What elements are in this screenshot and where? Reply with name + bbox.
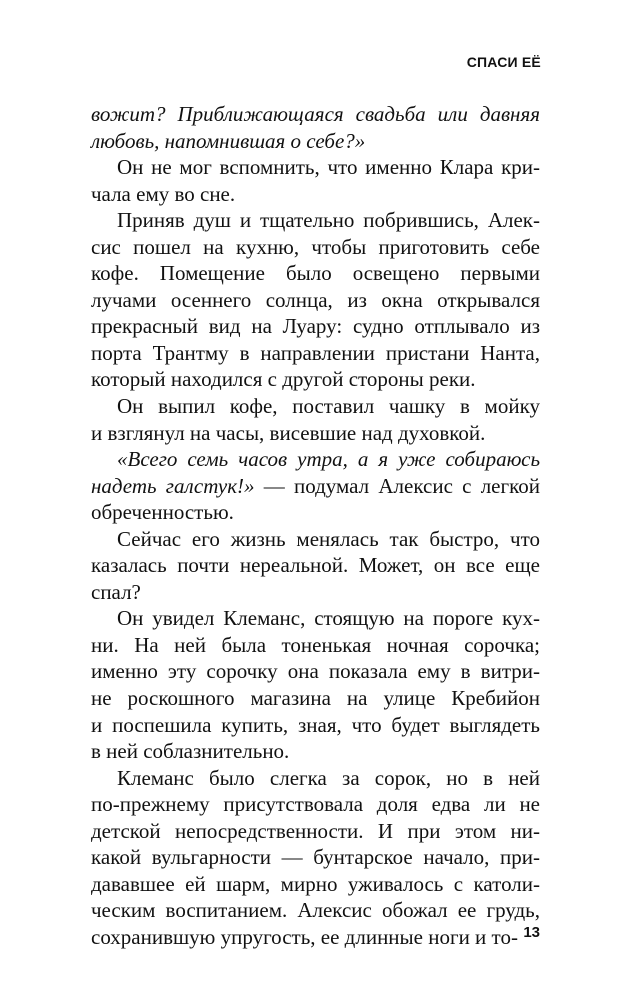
- text-line: [91, 605, 540, 632]
- text-segment: не роскошного магазина на улице Кребийон: [91, 686, 540, 711]
- page-number: 13: [523, 924, 540, 941]
- text-segment: сис пошел на кухню, чтобы приготовить себе: [91, 234, 540, 259]
- text-segment: какой вульгарности — бунтарское начало, при-: [91, 845, 540, 870]
- text-line: [91, 526, 540, 553]
- text-segment: лучами осеннего солнца, из окна открывался: [91, 287, 540, 312]
- text-segment: порта Трантму в направлении пристани Нанта,: [91, 340, 540, 365]
- text-line: [91, 499, 540, 526]
- text-line: [91, 632, 540, 659]
- text-segment: детской непосредственности. И при этом ни-: [91, 818, 540, 843]
- text-line: [91, 101, 540, 128]
- text-segment: ческим воспитанием. Алексис обожал ее грудь,: [91, 898, 540, 923]
- text-segment: по-прежнему присутствовала доля едва ли не: [91, 792, 540, 817]
- text-line: [91, 446, 540, 473]
- text-line: [91, 791, 540, 818]
- italic-text: надеть галстук!»: [91, 473, 255, 498]
- text-segment: сохранившую упругость, ее длинные ноги и то-: [91, 924, 518, 949]
- text-line: [91, 154, 540, 181]
- text-line: [91, 552, 540, 579]
- text-line: [91, 844, 540, 871]
- text-line: [91, 473, 540, 500]
- text-line: [91, 871, 540, 898]
- italic-text: любовь, напомнившая о себе?»: [91, 128, 366, 153]
- text-line: [91, 897, 540, 924]
- text-segment: Он увидел Клеманс, стоящую на пороге кух-: [117, 606, 540, 631]
- text-line: [91, 207, 540, 234]
- italic-text: «Всего семь часов утра, а я уже собираюсь: [117, 447, 540, 472]
- text-line: [91, 924, 540, 951]
- text-line: [91, 313, 540, 340]
- text-line: [91, 366, 540, 393]
- text-line: [91, 579, 540, 606]
- text-line: [91, 234, 540, 261]
- text-line: [91, 818, 540, 845]
- text-segment: — подумал Алексис с легкой: [254, 473, 540, 498]
- text-line: [91, 260, 540, 287]
- text-segment: чала ему во сне.: [91, 181, 236, 206]
- text-segment: прекрасный вид на Луару: судно отплывало из: [91, 314, 540, 339]
- text-segment: и взглянул на часы, висевшие над духовкой.: [91, 420, 486, 445]
- body-text: [91, 101, 540, 951]
- text-segment: Приняв душ и тщательно побрившись, Алек-: [117, 208, 540, 233]
- text-line: [91, 181, 540, 208]
- text-segment: спал?: [91, 579, 141, 604]
- text-segment: казалась почти нереальной. Может, он все еще: [91, 553, 540, 578]
- text-segment: Сейчас его жизнь менялась так быстро, что: [117, 526, 540, 551]
- text-line: [91, 420, 540, 447]
- italic-text: вожит? Приближающаяся свадьба или давняя: [91, 102, 540, 126]
- text-segment: и поспешила купить, зная, что будет выглядеть: [91, 712, 540, 737]
- text-segment: кофе. Помещение было освещено первыми: [91, 261, 540, 286]
- text-segment: который находился с другой стороны реки.: [91, 367, 476, 392]
- text-segment: Клеманс было слегка за сорок, но в ней: [117, 765, 540, 790]
- running-head: СПАСИ ЕЁ: [466, 54, 541, 70]
- text-line: [91, 738, 540, 765]
- text-line: [91, 765, 540, 792]
- text-segment: дававшее ей шарм, мирно уживалось с католи-: [91, 871, 540, 896]
- text-segment: обреченностью.: [91, 500, 234, 525]
- text-line: [91, 712, 540, 739]
- text-line: [91, 685, 540, 712]
- text-line: [91, 340, 540, 367]
- text-segment: Он выпил кофе, поставил чашку в мойку: [117, 394, 540, 419]
- text-segment: ни. На ней была тоненькая ночная сорочка;: [91, 632, 540, 657]
- text-line: [91, 128, 540, 155]
- text-line: [91, 393, 540, 420]
- text-line: [91, 287, 540, 314]
- text-line: [91, 658, 540, 685]
- text-segment: Он не мог вспомнить, что именно Клара кри-: [117, 155, 540, 180]
- text-segment: в ней соблазнительно.: [91, 739, 290, 764]
- text-segment: именно эту сорочку она показала ему в витри-: [91, 659, 540, 684]
